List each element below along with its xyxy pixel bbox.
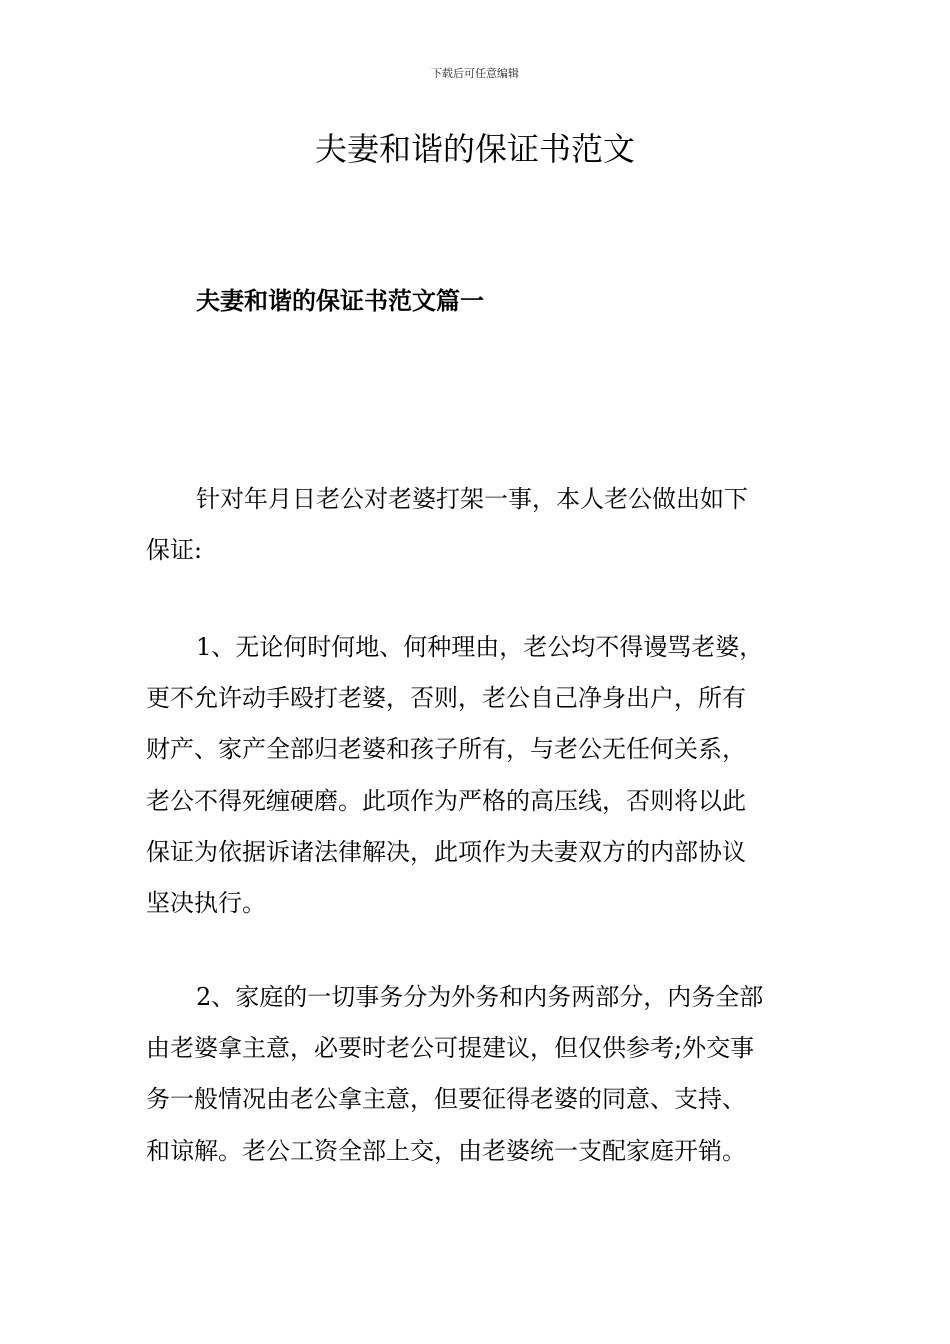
- paragraph-line: 1、无论何时何地、何种理由，老公均不得谩骂老婆，: [196, 633, 764, 661]
- page-title: 夫妻和谐的保证书范文: [314, 130, 635, 168]
- paragraph-line: 保证为依据诉诸法律解决，此项作为夫妻双方的内部协议: [146, 837, 746, 866]
- paragraph-line: 针对年月日老公对老婆打架一事，本人老公做出如下: [196, 485, 748, 513]
- paragraph-line: 务一般情况由老公拿主意，但要征得老婆的同意、支持、: [146, 1085, 746, 1114]
- paragraph-line: 财产、家产全部归老婆和孩子所有，与老公无任何关系，: [146, 735, 746, 764]
- paragraph-line: 和谅解。老公工资全部上交，由老婆统一支配家庭开销。: [146, 1136, 746, 1165]
- paragraph-line: 保证:: [146, 536, 203, 565]
- section-heading: 夫妻和谐的保证书范文篇一: [196, 286, 484, 315]
- guarantee-item-1: [146, 622, 810, 929]
- paragraph-line: 由老婆拿主意，必要时老公可提建议，但仅供参考;外交事: [146, 1034, 755, 1063]
- guarantee-item-2: [146, 972, 810, 1177]
- paragraph-line: 老公不得死缠硬磨。此项作为严格的高压线，否则将以此: [146, 786, 746, 815]
- paragraph-line: 坚决执行。: [146, 889, 266, 918]
- paragraph-line: 2、家庭的一切事务分为外务和内务两部分，内务全部: [196, 983, 764, 1011]
- header-note: 下载后可任意编辑: [431, 67, 519, 80]
- paragraph-line: 更不允许动手殴打老婆，否则，老公自己净身出户，所有: [146, 684, 746, 713]
- intro-paragraph: [146, 474, 810, 576]
